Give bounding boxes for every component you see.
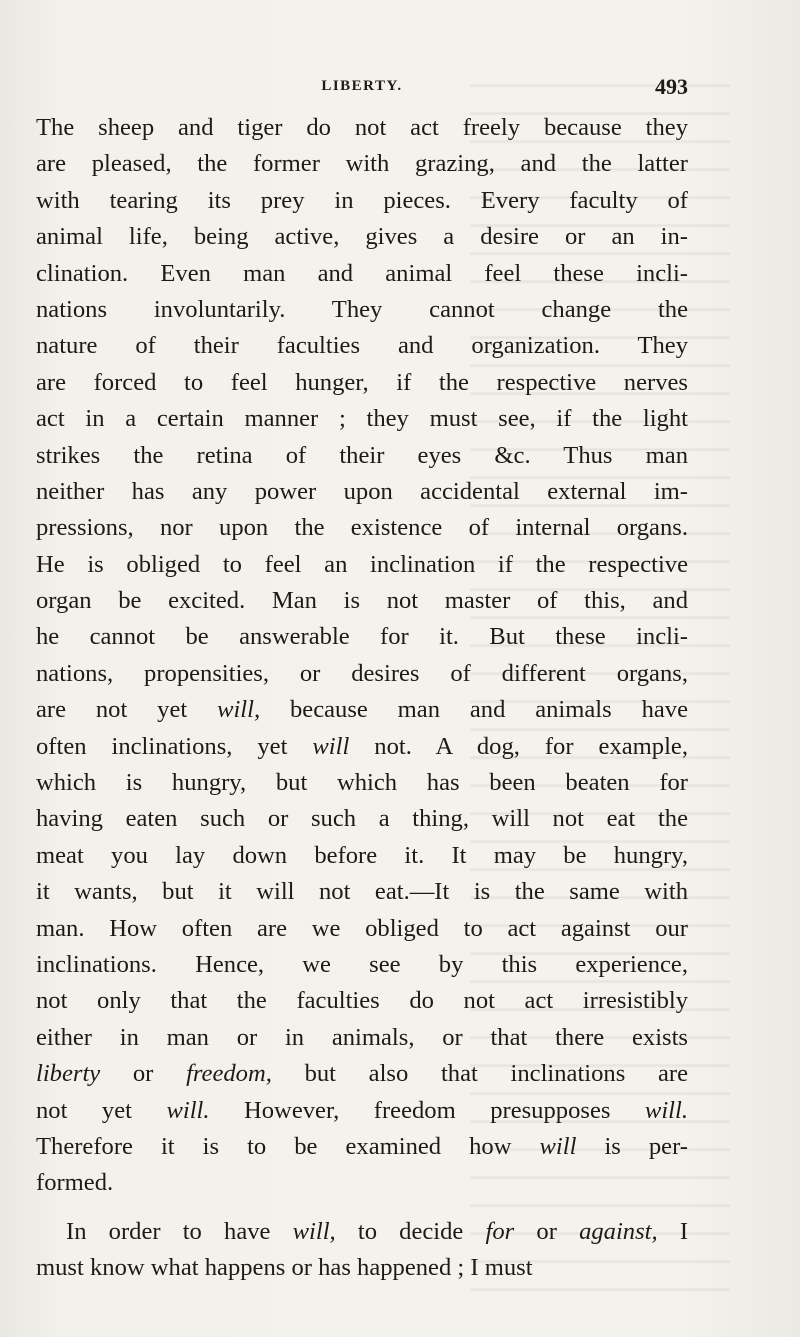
text-line: nature of their faculties and organization. They bbox=[36, 332, 688, 360]
text-segment: because man and animals have bbox=[260, 696, 688, 724]
text-segment: is per- bbox=[576, 1132, 688, 1160]
text-line: act in a certain manner ; they must see, if the light bbox=[36, 405, 688, 433]
text-line: man. How often are we obliged to act against our bbox=[36, 914, 688, 942]
text-line: formed. bbox=[36, 1169, 114, 1197]
text-segment: or bbox=[100, 1060, 187, 1088]
text-line: either in man or in animals, or that there exists bbox=[36, 1023, 688, 1051]
text-line bbox=[36, 692, 688, 728]
text-line bbox=[36, 1056, 688, 1092]
text-line: with tearing its prey in pieces. Every faculty of bbox=[36, 186, 688, 214]
text-line: he cannot be answerable for it. But these incli- bbox=[36, 623, 688, 651]
text-segment: In order to have bbox=[66, 1217, 293, 1245]
text-segment: to decide bbox=[335, 1217, 486, 1245]
text-line: it wants, but it will not eat.—It is the same with bbox=[36, 878, 688, 906]
text-line: He is obliged to feel an inclination if the respective bbox=[36, 550, 688, 578]
italic-word: freedom, bbox=[186, 1060, 272, 1088]
text-segment: However, freedom presupposes bbox=[209, 1096, 645, 1124]
text-line bbox=[36, 1129, 688, 1165]
text-segment: are not yet bbox=[36, 696, 218, 724]
text-line: neither has any power upon accidental external im- bbox=[36, 477, 688, 505]
body-text bbox=[36, 110, 688, 1287]
italic-word: liberty bbox=[36, 1060, 101, 1088]
text-line: not only that the faculties do not act irresistibly bbox=[36, 987, 688, 1015]
text-line: meat you lay down before it. It may be hungry, bbox=[36, 841, 688, 869]
text-line: The sheep and tiger do not act freely because they bbox=[36, 114, 688, 141]
text-line: pressions, nor upon the existence of internal organs. bbox=[36, 514, 688, 542]
text-segment: but also that inclinations are bbox=[271, 1060, 688, 1088]
text-line: must know what happens or has happened ; I must bbox=[36, 1254, 533, 1282]
text-line: clination. Even man and animal feel these incli- bbox=[36, 259, 688, 287]
text-line: animal life, being active, gives a desire or an in- bbox=[36, 223, 688, 251]
text-segment: not. A dog, for example, bbox=[349, 732, 688, 760]
text-line: inclinations. Hence, we see by this experience, bbox=[36, 950, 688, 978]
text-line: are pleased, the former with grazing, and the latter bbox=[36, 150, 688, 178]
page-number: 493 bbox=[655, 74, 688, 99]
text-line bbox=[36, 1214, 688, 1250]
text-line: are forced to feel hunger, if the respective nerves bbox=[36, 368, 688, 396]
italic-word: for bbox=[485, 1217, 515, 1245]
text-line: strikes the retina of their eyes &c. Thus man bbox=[36, 441, 688, 469]
text-segment: I bbox=[657, 1217, 689, 1245]
text-segment: or bbox=[514, 1217, 580, 1245]
text-line bbox=[36, 1093, 688, 1129]
text-line bbox=[36, 729, 688, 765]
text-line: organ be excited. Man is not master of this, and bbox=[36, 587, 688, 615]
italic-word: will, bbox=[292, 1217, 336, 1245]
text-line: nations involuntarily. They cannot change the bbox=[36, 295, 688, 323]
running-head: LIBERTY. bbox=[321, 78, 403, 94]
italic-word: will, bbox=[217, 696, 261, 724]
paragraph-1 bbox=[36, 110, 688, 1202]
page-header bbox=[36, 74, 688, 108]
text-segment: often inclinations, yet bbox=[36, 732, 313, 760]
italic-word: will. bbox=[644, 1096, 688, 1124]
italic-word: will. bbox=[166, 1096, 210, 1124]
italic-word: will bbox=[312, 732, 350, 760]
italic-word: will bbox=[539, 1132, 577, 1160]
paragraph-2 bbox=[36, 1214, 688, 1287]
text-line: which is hungry, but which has been beaten for bbox=[36, 769, 688, 797]
text-segment: not yet bbox=[36, 1096, 167, 1124]
text-line: nations, propensities, or desires of different organs, bbox=[36, 659, 688, 687]
text-segment: Therefore it is to be examined how bbox=[36, 1132, 540, 1160]
italic-word: against, bbox=[579, 1217, 658, 1245]
text-line: having eaten such or such a thing, will not eat the bbox=[36, 805, 688, 833]
